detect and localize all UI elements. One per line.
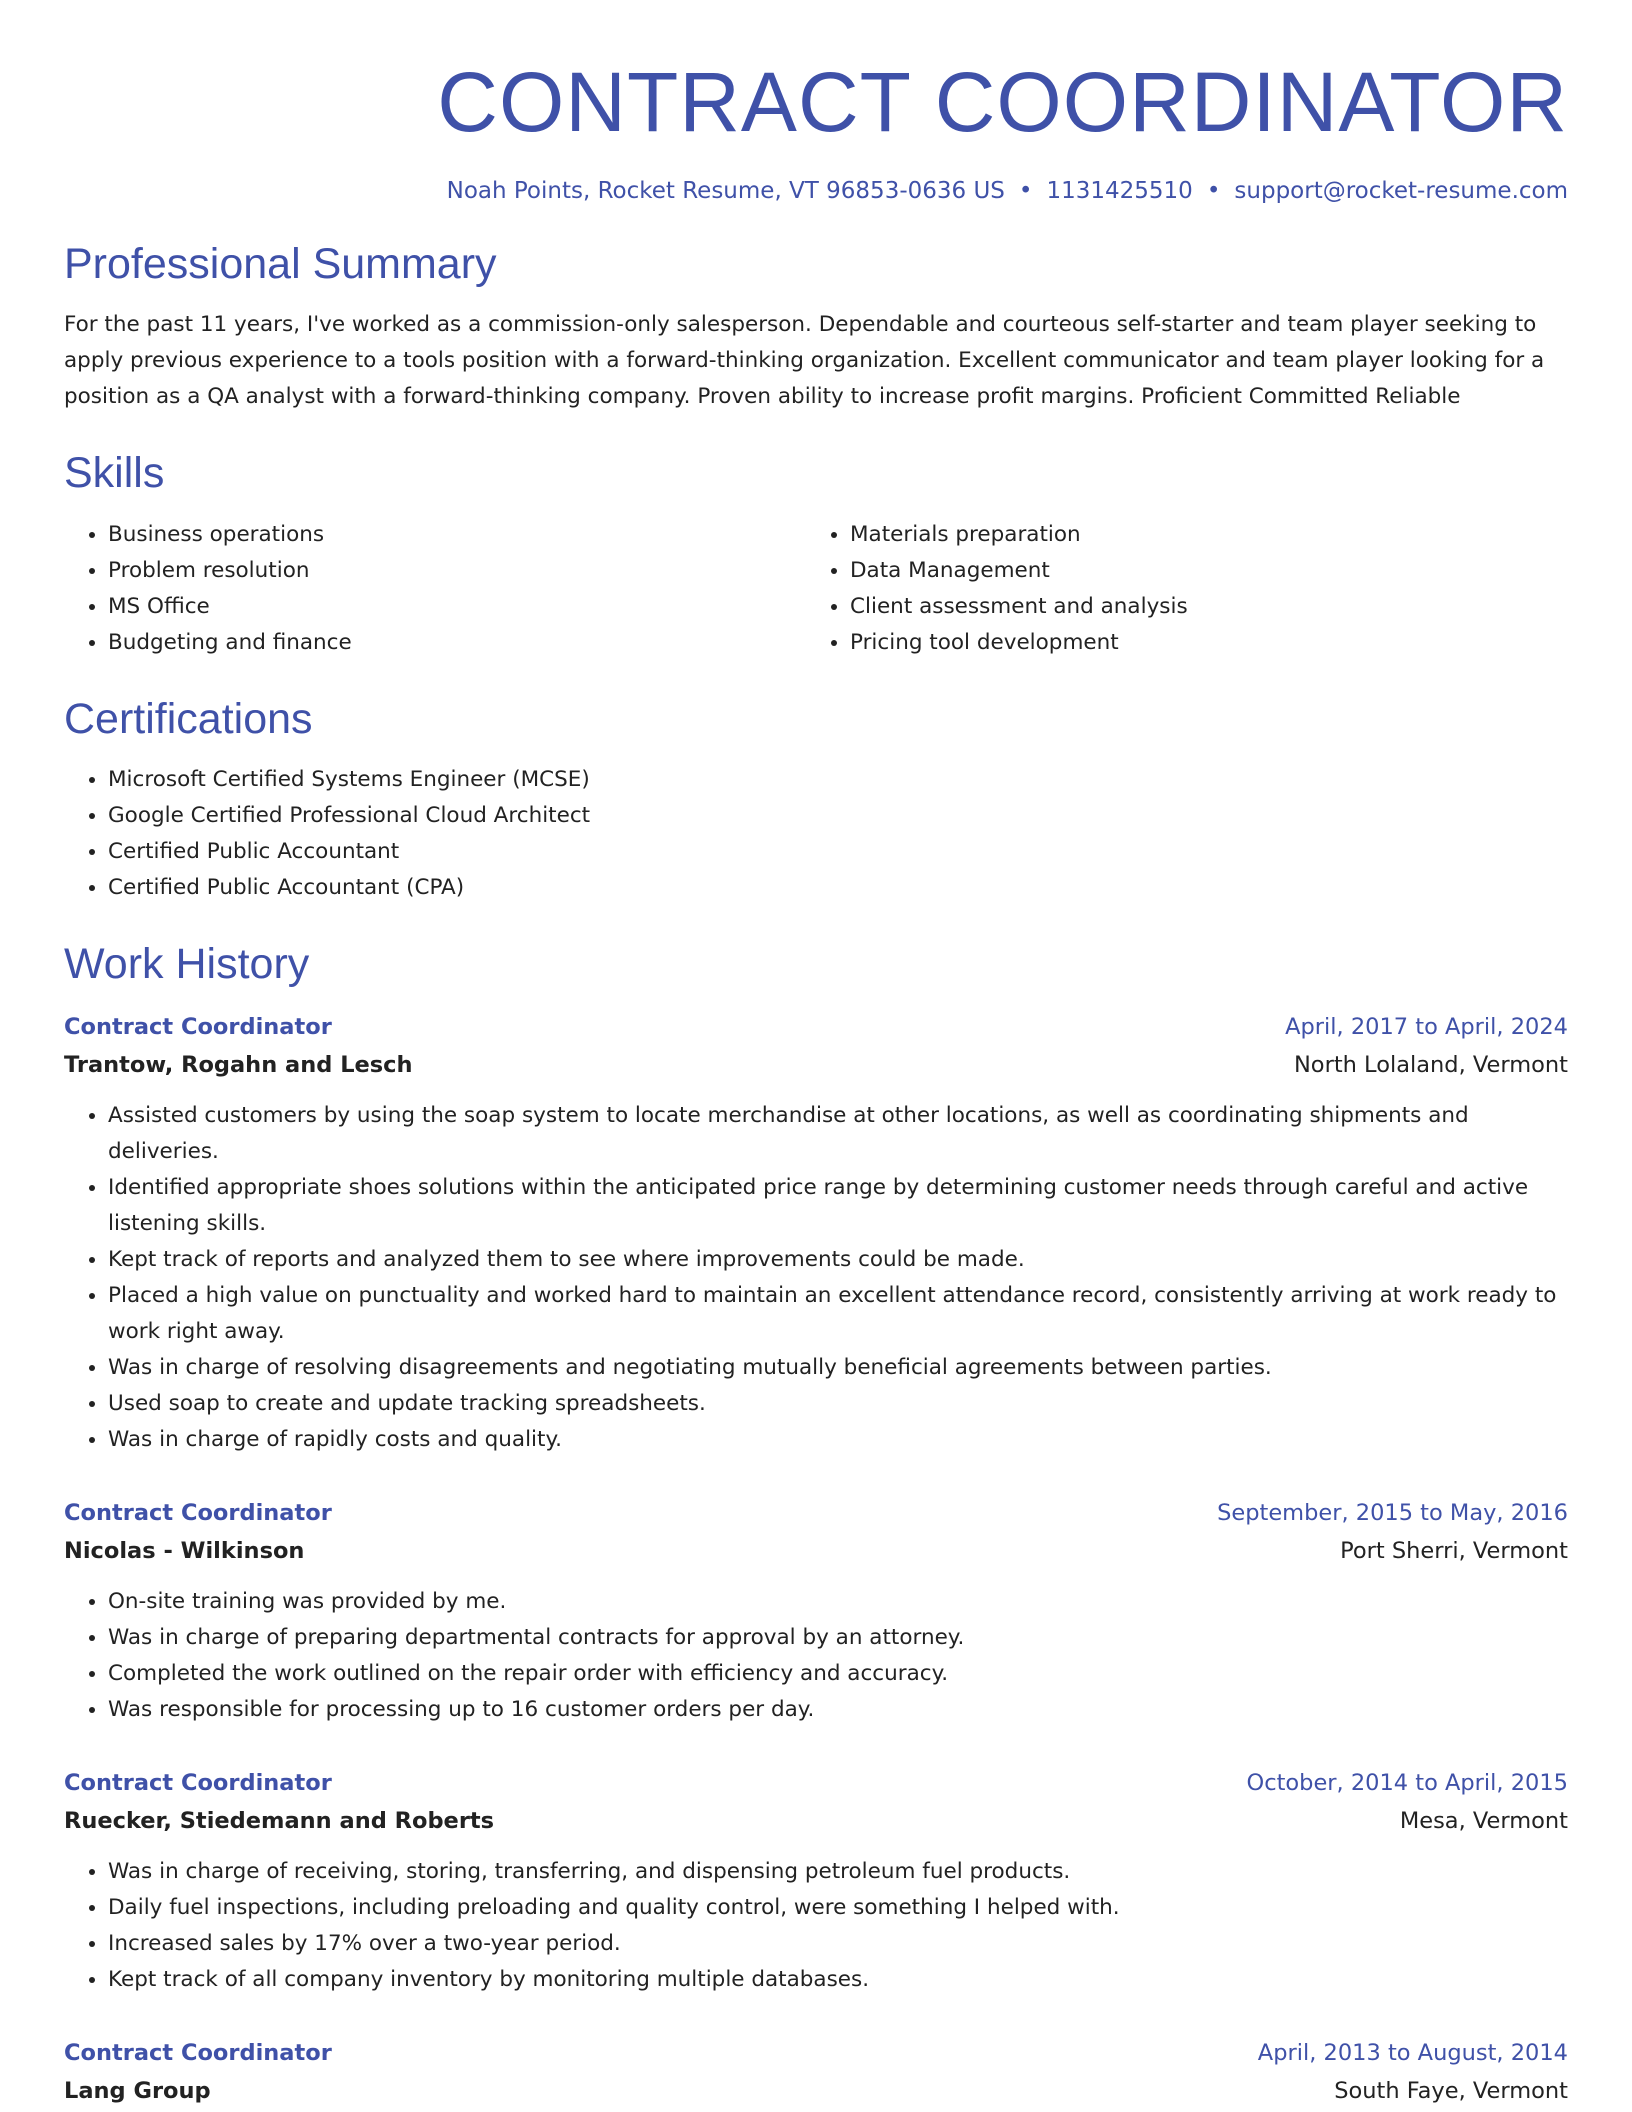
certifications-list — [64, 762, 1568, 906]
work-history-section — [64, 940, 1568, 2109]
certification-item: • Certified Public Accountant (CPA) — [108, 870, 1568, 906]
job-position: Contract Coordinator — [64, 2039, 332, 2066]
job-company: Trantow, Rogahn and Lesch — [64, 1051, 413, 1078]
summary-heading: Professional Summary — [64, 239, 497, 288]
job-entry — [64, 1008, 1568, 1458]
job-bullets — [64, 1584, 1568, 1728]
skills-heading: Skills — [64, 449, 165, 498]
job-dates: April, 2013 to August, 2014 — [1257, 2039, 1568, 2066]
skills-list-right — [806, 517, 1568, 661]
job-bullet: • Used soap to create and update tracking spreadsheets. — [108, 1386, 1568, 1422]
job-bullets — [64, 1098, 1568, 1458]
job-dates: September, 2015 to May, 2016 — [1217, 1499, 1568, 1526]
contact-phone: 1131425510 — [1046, 178, 1193, 205]
certification-item: • Microsoft Certified Systems Engineer (MCSE) — [108, 762, 1568, 798]
job-bullet: • Was responsible for processing up to 16 customer orders per day. — [108, 1692, 1568, 1728]
contact-separator: • — [1018, 178, 1033, 205]
skill-item: • Pricing tool development — [850, 625, 1568, 661]
job-bullet: • Was in charge of preparing departmental contracts for approval by an attorney. — [108, 1620, 1568, 1656]
contact-address: Noah Points, Rocket Resume, VT 96853-0636 US — [446, 178, 1005, 205]
job-bullet: • Completed the work outlined on the repair order with efficiency and accuracy. — [108, 1656, 1568, 1692]
job-location: North Lolaland, Vermont — [1293, 1051, 1568, 1078]
certification-item: • Certified Public Accountant — [108, 834, 1568, 870]
skill-item: • MS Office — [108, 589, 806, 625]
job-entry — [64, 1494, 1568, 1728]
skill-item: • Client assessment and analysis — [850, 589, 1568, 625]
certification-item: • Google Certified Professional Cloud Architect — [108, 798, 1568, 834]
resume-header — [64, 56, 1568, 206]
skill-item: • Materials preparation — [850, 517, 1568, 553]
skills-list-left — [64, 517, 806, 661]
job-position: Contract Coordinator — [64, 1013, 332, 1040]
skill-item: • Problem resolution — [108, 553, 806, 589]
skills-section — [64, 449, 1568, 660]
skill-item: • Business operations — [108, 517, 806, 553]
job-bullets — [64, 1854, 1568, 1998]
job-company: Nicolas - Wilkinson — [64, 1537, 305, 1564]
job-title-heading: CONTRACT COORDINATOR — [437, 55, 1568, 149]
job-bullet: • Kept track of all company inventory by monitoring multiple databases. — [108, 1962, 1568, 1998]
job-bullet: • Assisted customers by using the soap system to locate merchandise at other locations, as well as coordinating shipments and deliveries. — [108, 1098, 1568, 1170]
job-location: Mesa, Vermont — [1399, 1807, 1568, 1834]
summary-text: For the past 11 years, I've worked as a commission-only salesperson. Dependable and courteous self-starter and team player seeking to apply previous experience to a tools position with a forward-thinking organization. Excellent communicator and team player looking for a position as a QA analyst with a forward-thinking company. Proven ability to increase profit margins. Proficient Committed Reliable — [64, 312, 1545, 410]
skills-grid — [64, 517, 1568, 661]
skill-item: • Budgeting and finance — [108, 625, 806, 661]
job-dates: April, 2017 to April, 2024 — [1285, 1013, 1568, 1040]
job-bullet: • Was in charge of receiving, storing, transferring, and dispensing petroleum fuel products. — [108, 1854, 1568, 1890]
job-location: Port Sherri, Vermont — [1340, 1537, 1568, 1564]
contact-separator: • — [1206, 178, 1221, 205]
work-history-heading: Work History — [64, 940, 310, 989]
contact-line — [64, 178, 1568, 206]
job-bullet: • Daily fuel inspections, including preloading and quality control, were something I helped with. — [108, 1890, 1568, 1926]
certifications-section — [64, 695, 1568, 906]
summary-section — [64, 240, 1568, 415]
job-bullet: • Kept track of reports and analyzed them to see where improvements could be made. — [108, 1242, 1568, 1278]
certifications-heading: Certifications — [64, 694, 313, 743]
job-company: Ruecker, Stiedemann and Roberts — [64, 1807, 495, 1834]
job-bullet: • On-site training was provided by me. — [108, 1584, 1568, 1620]
job-position: Contract Coordinator — [64, 1499, 332, 1526]
job-dates: October, 2014 to April, 2015 — [1246, 1769, 1568, 1796]
job-position: Contract Coordinator — [64, 1769, 332, 1796]
skill-item: • Data Management — [850, 553, 1568, 589]
contact-email: support@rocket-resume.com — [1234, 178, 1568, 205]
job-bullet: • Identified appropriate shoes solutions within the anticipated price range by determining customer needs through careful and active listening skills. — [108, 1170, 1568, 1242]
job-location: South Faye, Vermont — [1334, 2077, 1568, 2104]
job-entry — [64, 2034, 1568, 2110]
job-bullet: • Was in charge of resolving disagreements and negotiating mutually beneficial agreements between parties. — [108, 1350, 1568, 1386]
job-bullet: • Increased sales by 17% over a two-year period. — [108, 1926, 1568, 1962]
job-bullet: • Was in charge of rapidly costs and quality. — [108, 1422, 1568, 1458]
job-entry — [64, 1764, 1568, 1998]
job-bullet: • Placed a high value on punctuality and worked hard to maintain an excellent attendance record, consistently arriving at work ready to work right away. — [108, 1278, 1568, 1350]
job-company: Lang Group — [64, 2077, 211, 2104]
